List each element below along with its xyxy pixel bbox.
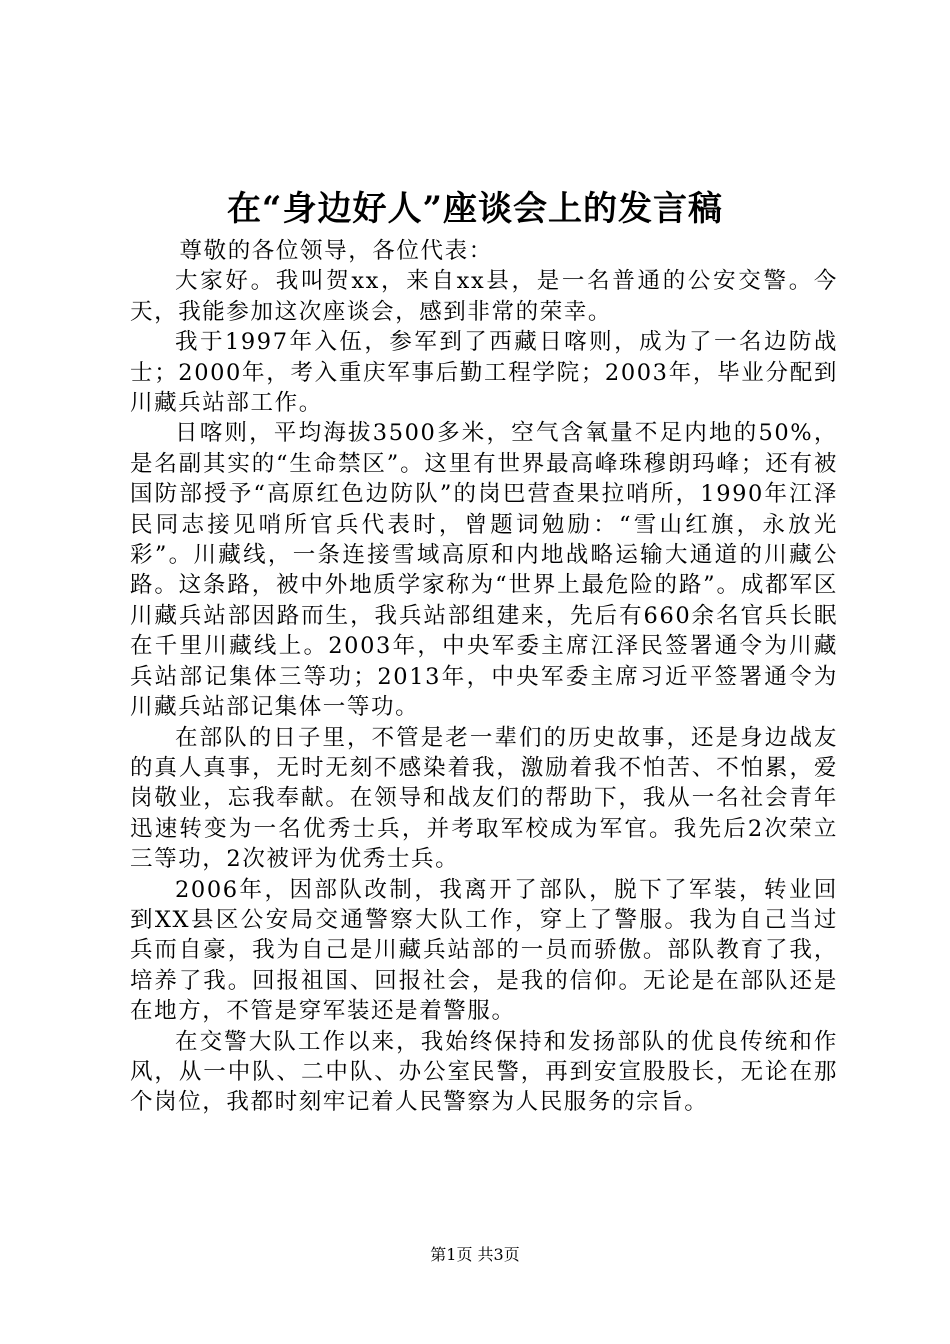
page-number-footer: 第1页 共3页 xyxy=(430,1245,520,1264)
document-title: 在“身边好人”座谈会上的发言稿 xyxy=(226,189,724,229)
document-body xyxy=(130,236,838,1118)
body-paragraph-2: 我于1997年入伍，参军到了西藏日喀则，成为了一名边防战士；2000年，考入重庆军事后勤工程学院；2003年，毕业分配到川藏兵站部工作。 xyxy=(130,329,838,417)
body-paragraph-4: 在部队的日子里，不管是老一辈们的历史故事，还是身边战友的真人真事，无时无刻不感染着我，激励着我不怕苦、不怕累，爱岗敬业，忘我奉献。在领导和战友们的帮助下，我从一名社会青年迅速转变为一名优秀士兵，并考取军校成为军官。我先后2次荣立三等功，2次被评为优秀士兵。 xyxy=(130,724,838,873)
body-paragraph-5: 2006年，因部队改制，我离开了部队，脱下了军装，转业回到XX县区公安局交通警察大队工作，穿上了警服。我为自己当过兵而自豪，我为自己是川藏兵站部的一员而骄傲。部队教育了我，培养了我。回报祖国、回报社会，是我的信仰。无论是在部队还是在地方，不管是穿军装还是着警服。 xyxy=(130,876,838,1025)
salutation-paragraph: 尊敬的各位领导，各位代表： xyxy=(179,238,493,264)
body-paragraph-1: 大家好。我叫贺xx，来自xx县，是一名普通的公安交警。今天，我能参加这次座谈会，感到非常的荣幸。 xyxy=(130,268,838,325)
body-paragraph-3: 日喀则，平均海拔3500多米，空气含氧量不足内地的50%，是名副其实的“生命禁区”。这里有世界最高峰珠穆朗玛峰；还有被国防部授予“高原红色边防队”的岗巴营查果拉哨所，1990年江泽民同志接见哨所官兵代表时，曾题词勉励：“雪山红旗，永放光彩”。川藏线，一条连接雪域高原和内地战略运输大通道的川藏公路。这条路，被中外地质学家称为“世界上最危险的路”。成都军区川藏兵站部因路而生，我兵站部组建来，先后有660余名官兵长眠在千里川藏线上。2003年，中央军委主席江泽民签署通令为川藏兵站部记集体三等功；2013年，中央军委主席习近平签署通令为川藏兵站部记集体一等功。 xyxy=(130,420,838,721)
body-paragraph-6: 在交警大队工作以来，我始终保持和发扬部队的优良传统和作风，从一中队、二中队、办公室民警，再到安宣股股长，无论在那个岗位，我都时刻牢记着人民警察为人民服务的宗旨。 xyxy=(130,1028,838,1116)
